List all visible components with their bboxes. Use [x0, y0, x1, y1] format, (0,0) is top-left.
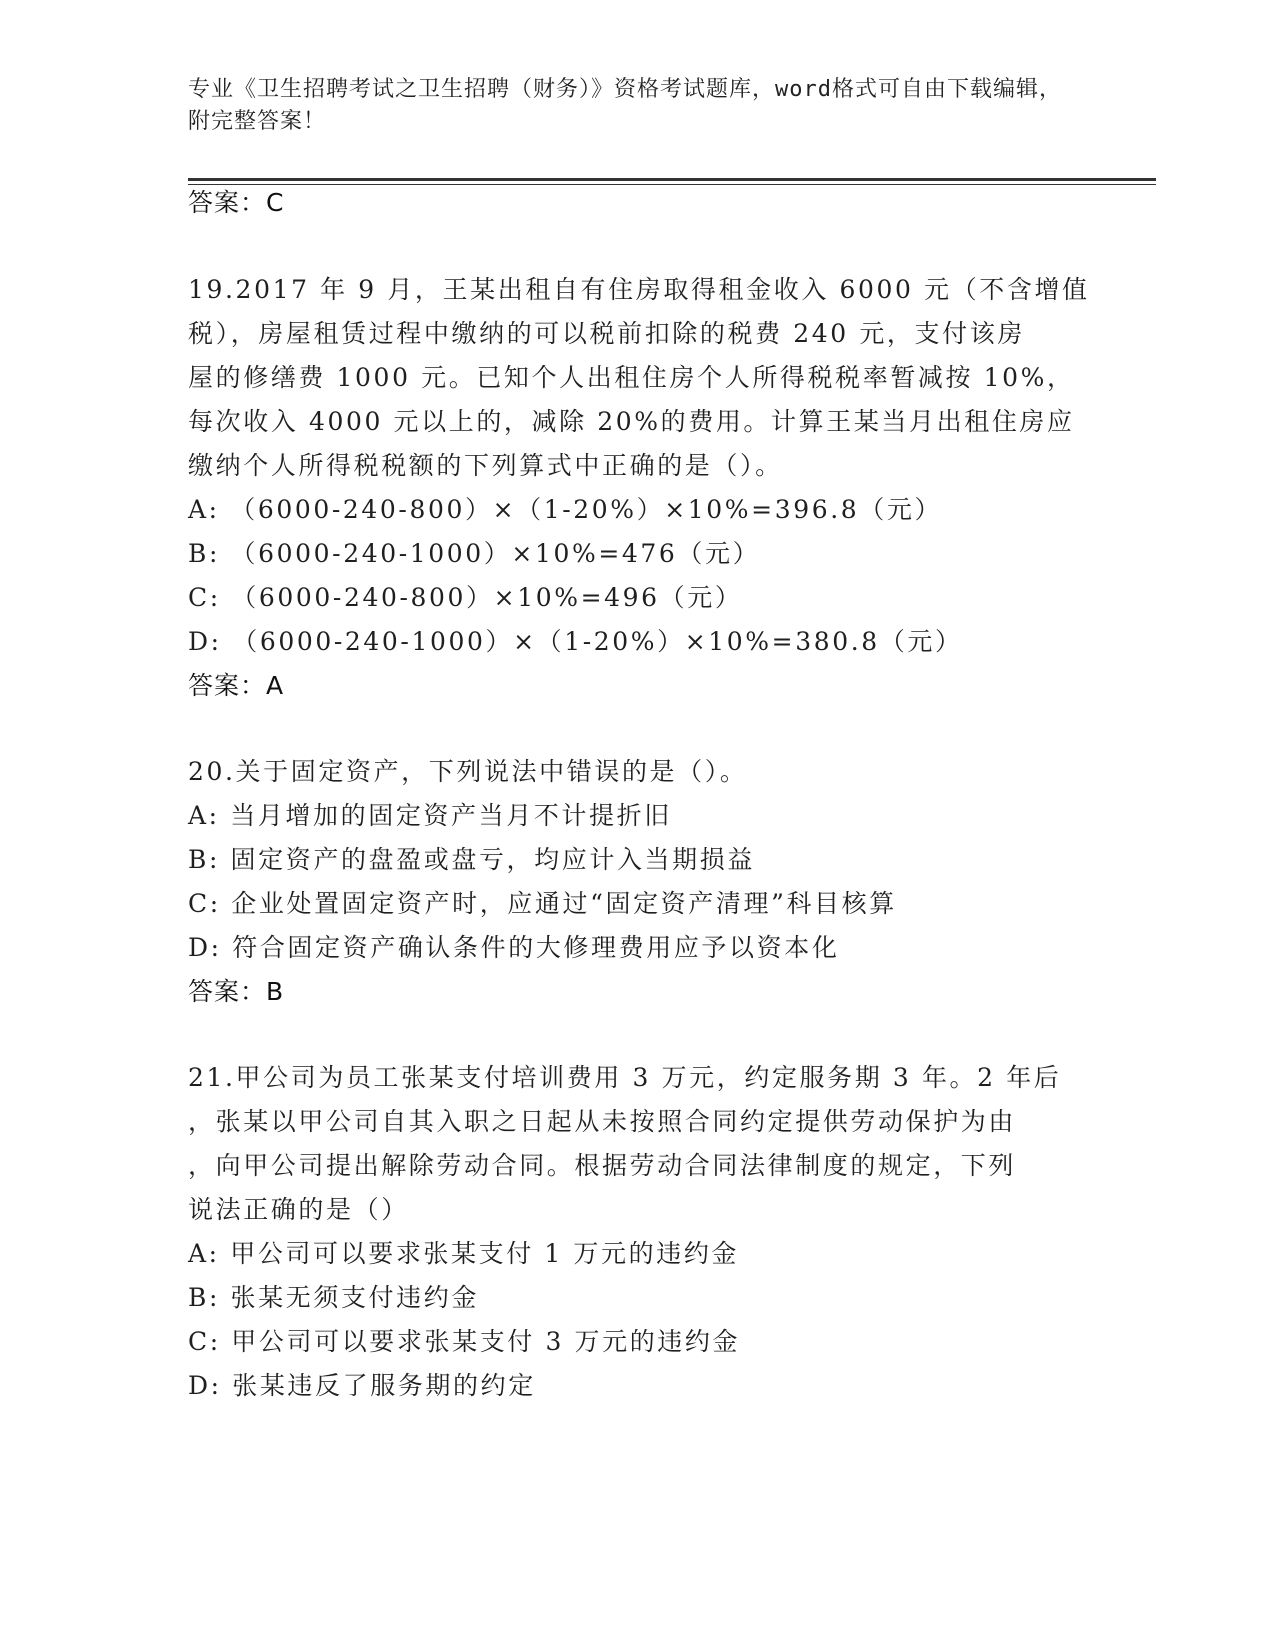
question-stem-line: 21.甲公司为员工张某支付培训费用 3 万元，约定服务期 3 年。2 年后	[188, 1063, 1062, 1092]
option-line: D: （6000-240-1000）×（1-20%）×10%=380.8（元）	[188, 627, 963, 656]
option-line: B: （6000-240-1000）×10%=476（元）	[188, 539, 761, 568]
question-stem-line: 说法正确的是（）	[188, 1195, 409, 1224]
question-stem-line: 19.2017 年 9 月，王某出租自有住房取得租金收入 6000 元（不含增值	[188, 275, 1090, 304]
option-line: A: 甲公司可以要求张某支付 1 万元的违约金	[188, 1239, 740, 1268]
question-stem-line: 缴纳个人所得税税额的下列算式中正确的是（）。	[188, 451, 783, 480]
header-divider-thin	[188, 184, 1156, 185]
answer-line: 答案：A	[188, 671, 285, 700]
option-line: D: 张某违反了服务期的约定	[188, 1371, 536, 1400]
option-line: C: 甲公司可以要求张某支付 3 万元的违约金	[188, 1327, 741, 1356]
option-line: C: （6000-240-800）×10%=496（元）	[188, 583, 743, 612]
question-stem-line: 税），房屋租赁过程中缴纳的可以税前扣除的税费 240 元，支付该房	[188, 319, 1025, 348]
question-stem-line: 20.关于固定资产，下列说法中错误的是（）。	[188, 757, 748, 786]
option-line: A: （6000-240-800）×（1-20%）×10%=396.8（元）	[188, 495, 943, 524]
document-header: 专业《卫生招聘考试之卫生招聘（财务）》资格考试题库，word格式可自由下载编辑，附完整答案！	[188, 77, 1062, 134]
option-line: A: 当月增加的固定资产当月不计提折旧	[188, 801, 672, 830]
option-line: D: 符合固定资产确认条件的大修理费用应予以资本化	[188, 933, 840, 962]
question-stem-line: 屋的修缮费 1000 元。已知个人出租住房个人所得税税率暂减按 10%，	[188, 363, 1075, 392]
question-stem-line: 每次收入 4000 元以上的，减除 20%的费用。计算王某当月出租住房应	[188, 407, 1075, 436]
option-line: C: 企业处置固定资产时，应通过“固定资产清理”科目核算	[188, 889, 897, 918]
question-stem-line: ，向甲公司提出解除劳动合同。根据劳动合同法律制度的规定，下列	[188, 1151, 1017, 1180]
answer-line: 答案：B	[188, 977, 285, 1006]
option-line: B: 张某无须支付违约金	[188, 1283, 479, 1312]
question-stem-line: ，张某以甲公司自其入职之日起从未按照合同约定提供劳动保护为由	[188, 1107, 1017, 1136]
header-divider-thick	[188, 178, 1156, 181]
option-line: B: 固定资产的盘盈或盘亏，均应计入当期损益	[188, 845, 755, 874]
answer-line: 答案：C	[188, 188, 285, 217]
